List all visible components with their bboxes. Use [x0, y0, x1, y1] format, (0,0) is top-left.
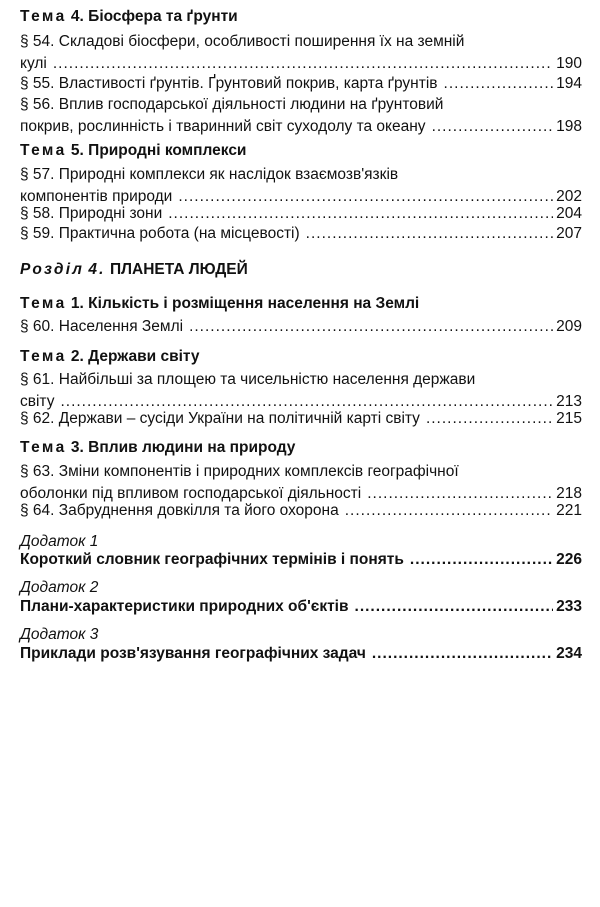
entry-title: § 58. Природні зони	[20, 205, 163, 222]
entry-title-cont: світу	[20, 393, 55, 410]
topic-word: Тема	[20, 439, 67, 456]
topic-heading	[20, 293, 582, 315]
topic-number: 5.	[70, 142, 84, 159]
page-number: 207	[556, 225, 582, 242]
section-word: Розділ	[20, 261, 85, 278]
entry-last-line	[20, 316, 582, 338]
page-number: 198	[556, 118, 582, 135]
topic-heading	[20, 140, 582, 162]
topic-number: 2.	[70, 348, 84, 365]
page-number: 233	[556, 598, 582, 615]
toc-entry[interactable]	[20, 203, 582, 225]
entry-title: § 62. Держави – сусіди України на політичній карті світу	[20, 410, 420, 427]
topic-number: 4.	[70, 8, 84, 25]
topic-number: 3.	[70, 439, 84, 456]
topic-title: Кількість і розміщення населення на Землі	[88, 295, 420, 312]
entry-last-line	[20, 223, 582, 245]
toc-entry[interactable]	[20, 500, 582, 522]
entry-last-line	[20, 643, 582, 665]
page-number: 215	[556, 410, 582, 427]
dot-leader	[345, 500, 553, 522]
entry-title: § 59. Практична робота (на місцевості)	[20, 225, 300, 242]
page-number: 221	[556, 502, 582, 519]
entry-title-cont: кулі	[20, 55, 47, 72]
entry-title: Короткий словник географічних термінів і понять	[20, 551, 404, 568]
dot-leader	[168, 203, 553, 225]
page-number: 218	[556, 485, 582, 502]
dot-leader	[189, 316, 553, 338]
appendix-label: Додаток 1	[20, 533, 99, 550]
entry-last-line	[20, 500, 582, 522]
toc-entry[interactable]	[20, 31, 582, 75]
entry-title: § 63. Зміни компонентів і природних комплексів географічної	[20, 463, 459, 480]
toc-entry[interactable]	[20, 73, 582, 95]
entry-last-line	[20, 596, 582, 618]
dot-leader	[372, 643, 553, 665]
topic-word: Тема	[20, 142, 67, 159]
topic-heading	[20, 346, 582, 368]
page-number: 226	[556, 551, 582, 568]
page-number: 204	[556, 205, 582, 222]
page-number: 213	[556, 393, 582, 410]
section-title: ПЛАНЕТА ЛЮДЕЙ	[110, 261, 248, 278]
dot-leader	[355, 596, 554, 618]
entry-title-cont: компонентів природи	[20, 188, 173, 205]
toc-entry[interactable]	[20, 461, 582, 505]
entry-title: § 56. Вплив господарської діяльності людини на ґрунтовий	[20, 96, 444, 113]
topic-title: Біосфера та ґрунти	[88, 8, 238, 25]
topic-word: Тема	[20, 8, 67, 25]
entry-title: Плани-характеристики природних об'єктів	[20, 598, 349, 615]
appendix-label: Додаток 3	[20, 626, 99, 643]
entry-title: § 54. Складові біосфери, особливості поширення їх на земній	[20, 33, 465, 50]
toc-entry[interactable]	[20, 316, 582, 338]
entry-title: § 64. Забруднення довкілля та його охорона	[20, 502, 339, 519]
topic-word: Тема	[20, 295, 67, 312]
topic-title: Вплив людини на природу	[88, 439, 296, 456]
entry-last-line	[20, 203, 582, 225]
entry-title: § 55. Властивості ґрунтів. Ґрунтовий покрив, карта ґрунтів	[20, 75, 438, 92]
topic-heading	[20, 6, 582, 28]
dot-leader	[410, 549, 553, 571]
topic-heading	[20, 437, 582, 459]
toc-entry[interactable]	[20, 369, 582, 413]
entry-last-line	[20, 116, 582, 138]
toc-entry[interactable]	[20, 223, 582, 245]
toc-entry[interactable]	[20, 164, 582, 208]
appendix-label: Додаток 2	[20, 579, 99, 596]
entry-last-line	[20, 408, 582, 430]
topic-title: Держави світу	[88, 348, 200, 365]
entry-title-cont: покрив, рослинність і тваринний світ суходолу та океану	[20, 118, 426, 135]
topic-word: Тема	[20, 348, 67, 365]
dot-leader	[426, 408, 553, 430]
dot-leader	[306, 223, 553, 245]
entry-title: § 60. Населення Землі	[20, 318, 184, 335]
topic-title: Природні комплекси	[88, 142, 247, 159]
dot-leader	[432, 116, 554, 138]
section-heading	[20, 259, 582, 281]
page-number: 234	[556, 645, 582, 662]
page-number: 190	[556, 55, 582, 72]
toc-entry[interactable]	[20, 94, 582, 138]
toc-entry[interactable]	[20, 408, 582, 430]
dot-leader	[53, 53, 553, 75]
appendix-entry[interactable]	[20, 643, 582, 665]
entry-last-line	[20, 53, 582, 75]
entry-title-cont: оболонки під впливом господарської діяльності	[20, 485, 362, 502]
page-number: 202	[556, 188, 582, 205]
dot-leader	[444, 73, 554, 95]
appendix-entry[interactable]	[20, 596, 582, 618]
entry-title: § 61. Найбільші за площею та чисельністю населення держави	[20, 371, 476, 388]
entry-title: § 57. Природні комплекси як наслідок взаємозв'язків	[20, 166, 399, 183]
page-number: 209	[556, 318, 582, 335]
appendix-entry[interactable]	[20, 549, 582, 571]
entry-last-line	[20, 73, 582, 95]
section-number: 4.	[88, 261, 106, 278]
topic-number: 1.	[70, 295, 84, 312]
page-number: 194	[556, 75, 582, 92]
entry-last-line	[20, 549, 582, 571]
entry-title: Приклади розв'язування географічних задач	[20, 645, 366, 662]
